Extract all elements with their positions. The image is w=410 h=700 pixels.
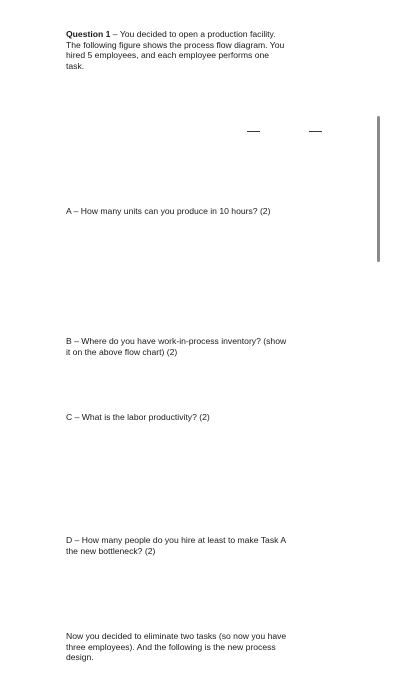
question-part-c: C – What is the labor productivity? (2) bbox=[66, 412, 210, 422]
flow-diagram-line-2 bbox=[309, 131, 322, 132]
question-1-title: Question 1 bbox=[66, 29, 111, 39]
question-1-body: – You decided to open a production facility. The following figure shows the process flow diagram. You hired 5 employees, and each employee performs one task. bbox=[66, 29, 285, 71]
vertical-scrollbar[interactable] bbox=[377, 116, 380, 262]
new-process-text: Now you decided to eliminate two tasks (so now you have three employees). And the following is the new process design. bbox=[66, 631, 287, 663]
question-part-b: B – Where do you have work-in-process inventory? (show it on the above flow chart) (2) bbox=[66, 336, 287, 357]
question-1-text bbox=[66, 29, 356, 71]
flow-diagram-line-1 bbox=[247, 131, 260, 132]
question-part-d: D – How many people do you hire at least to make Task A the new bottleneck? (2) bbox=[66, 535, 287, 556]
question-part-a: A – How many units can you produce in 10 hours? (2) bbox=[66, 206, 271, 216]
